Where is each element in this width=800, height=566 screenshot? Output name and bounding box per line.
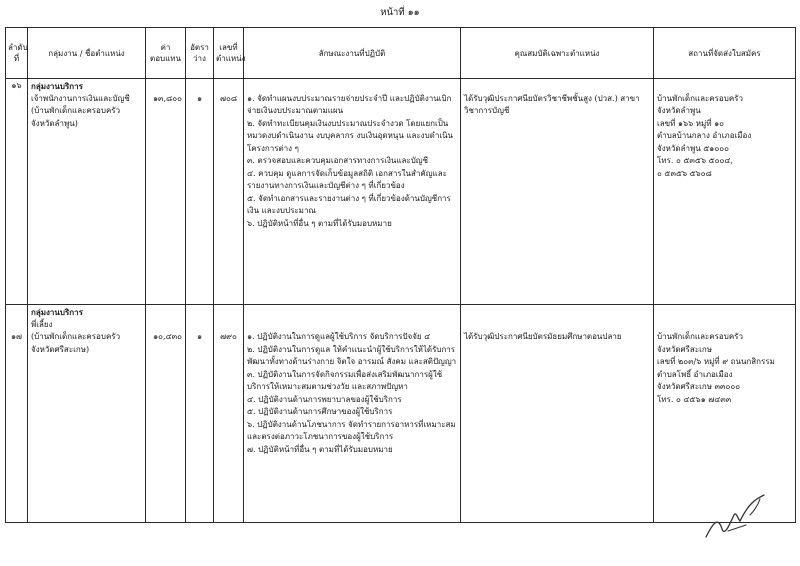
unit-name: (บ้านพักเด็กและครอบครัวจังหวัดลำพูน) <box>31 106 121 128</box>
address-line: จังหวัดลำพูน <box>657 106 701 115</box>
table-row <box>6 79 796 305</box>
group-name: กลุ่มงานบริการ <box>31 307 83 317</box>
apply-place-cell <box>654 79 796 305</box>
address-line: ตำบลโพธิ์ อำเภอเมือง <box>657 369 733 379</box>
col-header-group-position: กลุ่มงาน / ชื่อตำแหน่ง <box>28 28 146 79</box>
job-table <box>5 27 796 523</box>
position-no-cell <box>214 79 244 305</box>
table-header-row <box>6 28 796 79</box>
duty-item: ๓. ปฏิบัติงานในการจัดกิจกรรมเพื่อส่งเสริมพัฒนาการผู้ใช้บริการให้เหมาะสมตามช่วงวัย และสภาพปัญหา <box>247 369 443 391</box>
duty-item: ๖. ปฏิบัติหน้าที่อื่น ๆ ตามที่ได้รับมอบหมาย <box>247 218 392 228</box>
qualification-text: ได้รับวุฒิประกาศนียบัตรมัธยมศึกษาตอนปลาย <box>464 332 622 341</box>
pay-value: ๑๓,๘๐๐ <box>152 93 182 103</box>
address-line: จังหวัดศรีสะเกษ <box>657 344 712 354</box>
page-number: หน้าที่ ๑๑ <box>380 7 420 18</box>
col-header-vacancies: อัตราว่าง <box>186 28 214 79</box>
duty-item: ๖. ปฏิบัติงานด้านโภชนาการ จัดทำรายการอาหารที่เหมาะสมและตรงต่อภาวะโภชนาการของผู้ใช้บริการ <box>247 419 456 441</box>
address-line: โทร. ๐ ๕๓๕๖ ๕๐๐๔, <box>657 156 733 165</box>
duty-item: ๔. ปฏิบัติงานด้านการพยาบาลของผู้ใช้บริการ <box>247 394 402 404</box>
address-line: เลขที่ ๑๖๖ หมู่ที่ ๑๐ <box>657 118 725 128</box>
address-line: บ้านพักเด็กและครอบครัว <box>657 93 743 103</box>
col-header-pay: ค่าตอบแทน <box>146 28 186 79</box>
address-line: ๐ ๕๓๕๖ ๕๖๐๘ <box>657 168 712 178</box>
unit-name: (บ้านพักเด็กและครอบครัวจังหวัดศรีสะเกษ) <box>31 332 121 354</box>
duty-item: ๑. จัดทำแผนงบประมาณรายจ่ายประจำปี และปฏิบัติงานเบิกจ่ายเงินงบประมาณตามแผน <box>247 93 452 115</box>
duty-item: ๕. ปฏิบัติงานด้านการศึกษาของผู้ใช้บริการ <box>247 407 393 416</box>
duty-item: ๑. ปฏิบัติงานในการดูแลผู้ใช้บริการ จัดบริการปัจจัย ๔ <box>247 332 431 341</box>
position-no-value: ๗๙๐ <box>220 332 237 341</box>
qualification-cell <box>461 79 654 305</box>
col-header-position-no: เลขที่ตำแหน่ง <box>214 28 244 79</box>
row-number: ๑๖ <box>6 79 28 305</box>
col-header-duties: ลักษณะงานที่ปฏิบัติ <box>244 28 461 79</box>
table-row <box>6 305 796 523</box>
address-line: จังหวัดลำพูน ๕๑๐๐๐ <box>657 143 730 153</box>
position-no-cell <box>214 305 244 523</box>
duty-item: ๒. จัดทำทะเบียนคุมเงินงบประมาณประจำงวด โดยแยกเป็นหมวดงบดำเนินงาน งบบุคลากร งบเงินอุดหนุน และงบดำเนินโครงการต่าง ๆ <box>247 118 454 153</box>
address-line: บ้านพักเด็กและครอบครัว <box>657 332 743 341</box>
address-line: จังหวัดศรีสะเกษ ๓๓๐๐๐ <box>657 382 741 391</box>
vacancies-cell <box>186 305 214 523</box>
address-line: โทร. ๐ ๔๕๖๑ ๗๔๓๓ <box>657 394 732 404</box>
duty-item: ๕. จัดทำเอกสารและรายงานต่าง ๆ ที่เกี่ยวข้องด้านบัญชีการเงิน และงบประมาณ <box>247 193 451 215</box>
duty-item: ๔. ควบคุม ดูแลการจัดเก็บข้อมูลสถิติ เอกสารในสำคัญและรายงานทางการเงินและบัญชีต่าง ๆ ที่เกี่ยวข้อง <box>247 168 447 190</box>
col-header-apply-place: สถานที่จัดส่งใบสมัคร <box>654 28 796 79</box>
group-position-cell <box>28 79 146 305</box>
col-header-no: ลำดับที่ <box>6 28 28 79</box>
duties-cell <box>244 79 461 305</box>
row-number: ๑๗ <box>10 332 23 341</box>
col-header-qualifications: คุณสมบัติเฉพาะตำแหน่ง <box>461 28 654 79</box>
duty-item: ๓. ตรวจสอบและควบคุมเอกสารทางการเงินและบัญชี <box>247 156 429 165</box>
address-line: เลขที่ ๒๐๓/๖ หมู่ที่ ๙ ถนนกสิกรรม <box>657 357 775 366</box>
address-line: ตำบลบ้านกลาง อำเภอเมือง <box>657 131 752 140</box>
vacancies-cell <box>186 79 214 305</box>
position-no-value: ๗๐๘ <box>219 93 238 103</box>
duty-item: ๒. ปฏิบัติงานในการดูแล ให้คำแนะนำผู้ใช้บริการให้ได้รับการพัฒนาทั้งทางด้านร่างกาย จิตใจ อารมณ์ สังคม และสติปัญญา <box>247 344 457 366</box>
vacancies-value: ๑ <box>196 332 203 341</box>
pay-cell <box>146 79 186 305</box>
qualification-text: ได้รับวุฒิประกาศนียบัตรวิชาชีพชั้นสูง (ปวส.) สาขาวิชาการบัญชี <box>464 93 640 115</box>
duty-item: ๗. ปฏิบัติหน้าที่อื่น ๆ ตามที่ได้รับมอบหมาย <box>247 444 393 454</box>
position-name: พี่เลี้ยง <box>31 319 53 329</box>
group-position-cell <box>28 305 146 523</box>
duties-cell <box>244 305 461 523</box>
pay-value: ๑๐,๔๓๐ <box>153 332 182 341</box>
group-name: กลุ่มงานบริการ <box>31 81 83 91</box>
vacancies-value: ๑ <box>196 93 203 103</box>
position-name: เจ้าพนักงานการเงินและบัญชี <box>31 93 130 103</box>
row-number-cell <box>6 305 28 523</box>
handwritten-signature <box>700 485 770 545</box>
qualification-cell <box>461 305 654 523</box>
pay-cell <box>146 305 186 523</box>
